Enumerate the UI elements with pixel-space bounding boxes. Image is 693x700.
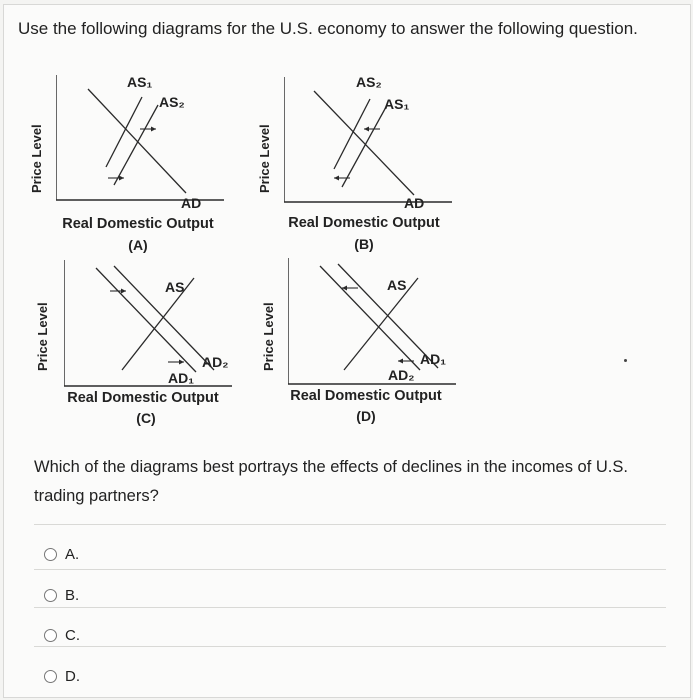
arrow-head	[151, 127, 156, 132]
option-label: D.	[65, 668, 80, 685]
arrow-head	[398, 359, 403, 364]
diagram-letter: (B)	[354, 236, 374, 252]
y-axis-label: Price Level	[261, 302, 276, 371]
diagram-a-graph	[56, 75, 236, 205]
as1-curve	[106, 97, 142, 167]
arrow-head	[334, 176, 339, 181]
radio-icon[interactable]	[44, 548, 57, 561]
option-c[interactable]	[44, 627, 80, 644]
curve-label-ad: AD	[181, 195, 202, 211]
x-axis-label: Real Domestic Output	[288, 215, 440, 231]
x-axis-label: Real Domestic Output	[62, 216, 214, 232]
divider	[34, 646, 666, 647]
curve-label-as-second: AS₁	[384, 96, 410, 112]
divider	[34, 569, 666, 570]
y-axis-label: Price Level	[35, 302, 50, 371]
curve-label-ad-right: AD₁	[420, 351, 447, 367]
arrow-head	[121, 289, 126, 294]
curve-label-ad: AD	[404, 195, 425, 211]
option-label: A.	[65, 546, 80, 563]
radio-icon[interactable]	[44, 670, 57, 683]
diagram-b-graph	[284, 77, 464, 207]
option-label: B.	[65, 587, 80, 604]
as1-curve	[342, 107, 386, 187]
diagram-letter: (C)	[136, 410, 156, 426]
curve-label-as: AS	[165, 279, 185, 295]
diagram-letter: (A)	[128, 237, 148, 253]
curve-label-ad-right: AD₂	[202, 354, 229, 370]
option-label: C.	[65, 627, 80, 644]
curve-label-as: AS	[387, 277, 407, 293]
stray-dot	[624, 359, 627, 362]
x-axis-label: Real Domestic Output	[67, 390, 219, 406]
question-text: Which of the diagrams best portrays the effects of declines in the incomes of U.S. trading partners?	[34, 458, 628, 505]
option-d[interactable]	[44, 668, 80, 685]
divider	[34, 524, 666, 525]
arrow-head	[179, 360, 184, 365]
y-axis-label: Price Level	[257, 124, 272, 193]
option-b[interactable]	[44, 587, 79, 604]
diagram-letter: (D)	[356, 408, 376, 424]
curve-label-as-top: AS₁	[127, 74, 153, 90]
curve-label-as-second: AS₂	[159, 94, 185, 110]
arrow-head	[119, 176, 124, 181]
radio-icon[interactable]	[44, 589, 57, 602]
as2-curve	[334, 99, 370, 169]
x-axis-label: Real Domestic Output	[290, 388, 442, 404]
diagram-d-graph	[288, 258, 468, 388]
y-axis-label: Price Level	[29, 124, 44, 193]
curve-label-as-top: AS₂	[356, 74, 382, 90]
ad2-curve	[114, 266, 214, 370]
divider	[34, 607, 666, 608]
curve-label-ad-left: AD₁	[168, 370, 195, 386]
radio-icon[interactable]	[44, 629, 57, 642]
arrow-head	[364, 127, 369, 132]
curve-label-ad-left: AD₂	[388, 367, 415, 383]
option-a[interactable]	[44, 546, 79, 563]
as2-curve	[114, 105, 158, 185]
diagram-c-graph	[64, 260, 244, 390]
intro-text: Use the following diagrams for the U.S. economy to answer the following question.	[18, 19, 638, 38]
